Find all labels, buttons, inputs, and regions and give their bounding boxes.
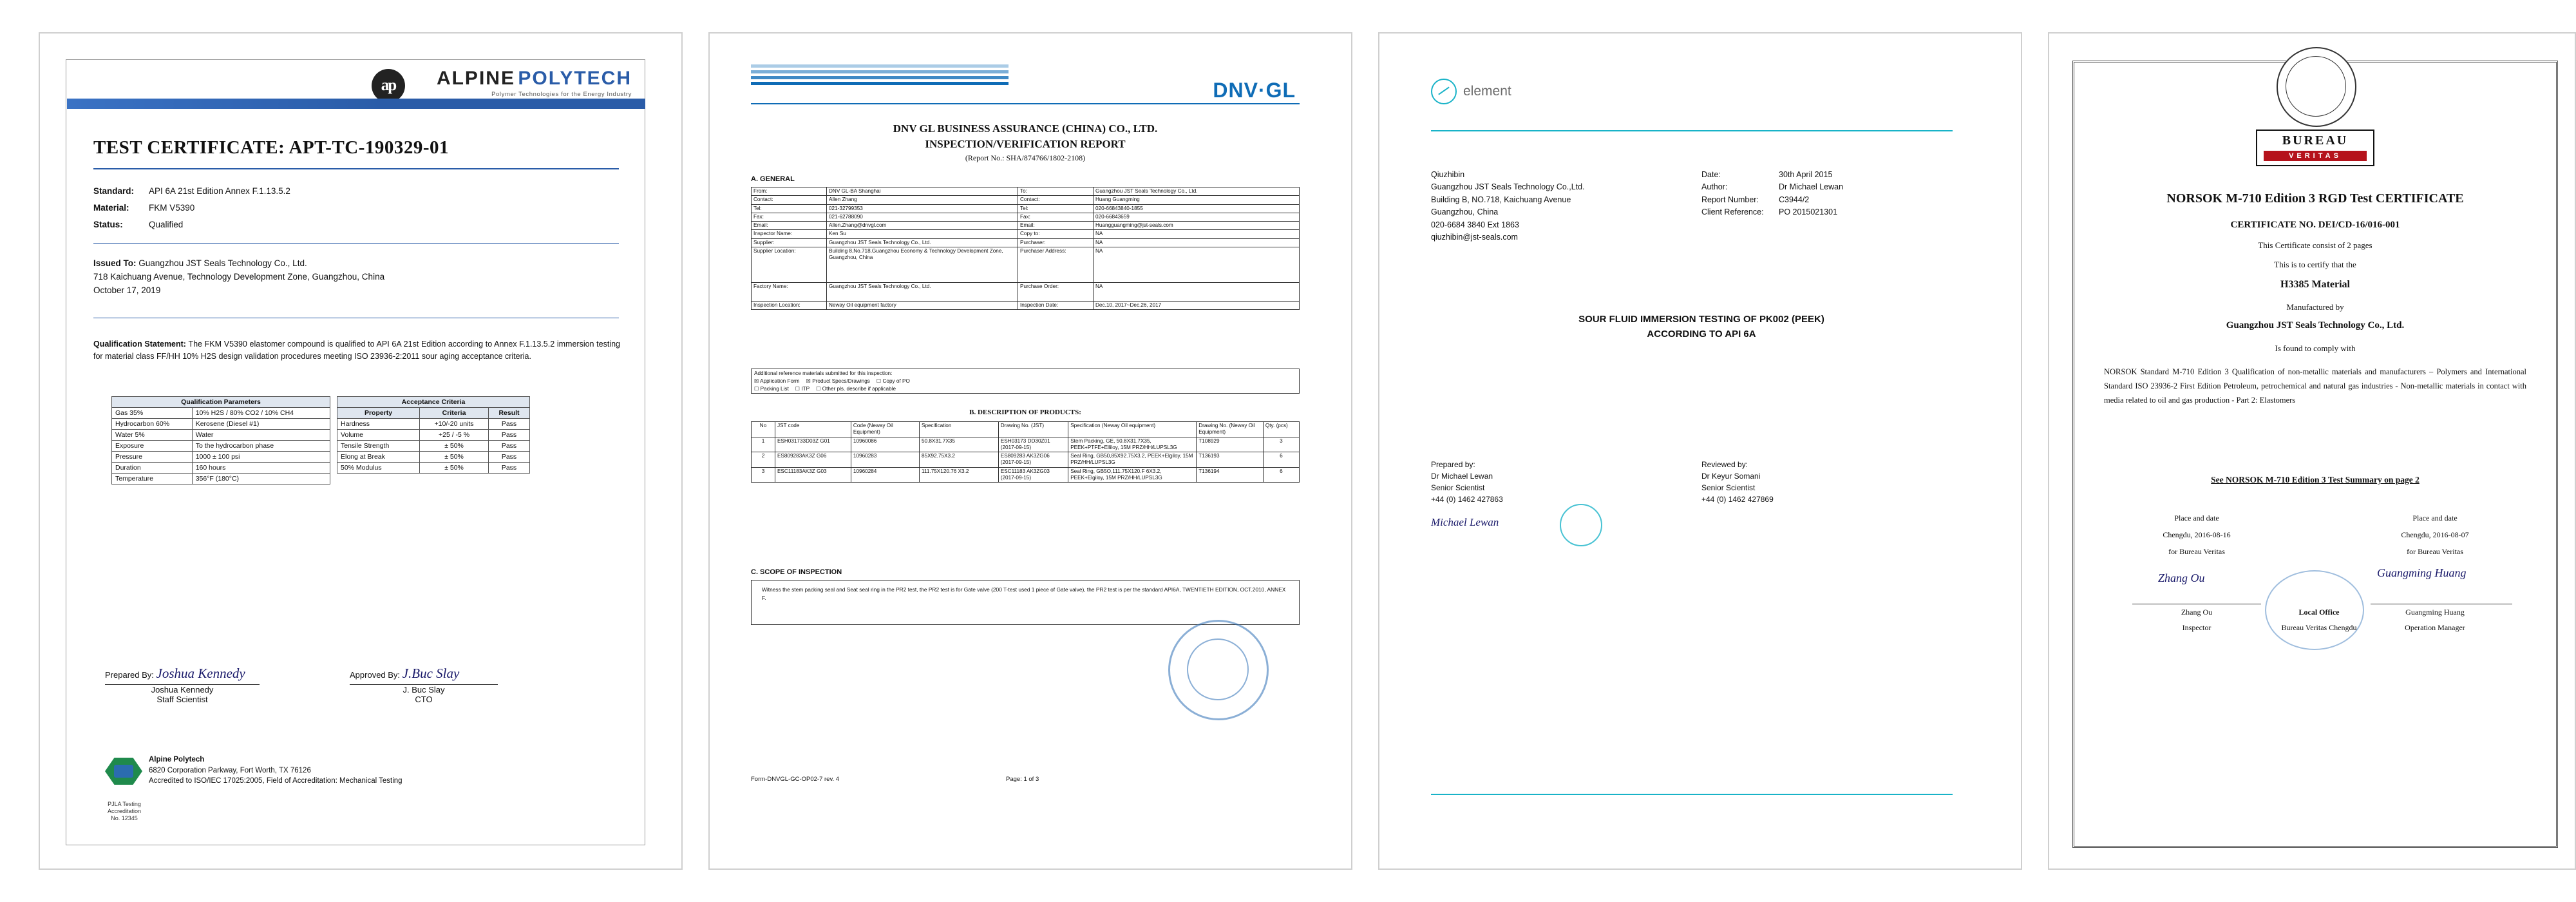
dnv-round-stamp [1168,620,1269,720]
qualification-parameters-table [111,396,330,485]
ac-prop: Hardness [337,419,420,430]
table-row: Factory Name: Guangzhou JST Seals Technology Co., Ltd. Purchase Order: NA [752,282,1300,301]
left-signer-role: Inspector [2182,623,2211,632]
document-bureau-veritas-certificate [2048,32,2576,870]
summary-page-link[interactable]: See NORSOK M-710 Edition 3 Test Summary on page 2 [2211,475,2420,485]
right-signer-role: Operation Manager [2405,623,2465,632]
doc2-footer-left: Form-DNVGL-GC-OP02-7 rev. 4 [751,776,840,783]
recipient-address-1: Building B, NO.718, Kaichuang Avenue [1431,195,1571,204]
doc3-title-line1: SOUR FLUID IMMERSION TESTING OF PK002 (PEEK) [1578,314,1824,325]
table-row: Supplier Location: Building 8,No.718,Guangzhou Economy & Technology Development Zone, Guangzhou, China Purchaser Address: NA [752,247,1300,282]
prepared-by-signature: Michael Lewan [1431,516,1499,528]
page-title: NORSOK M-710 Edition 3 RGD Test CERTIFICATE [2166,191,2464,206]
footer-company: Alpine Polytech [149,756,205,763]
prepared-by-label: Prepared by: [1431,460,1475,469]
field-material [93,203,194,213]
table-row [337,419,530,430]
meta-author-label: Author: [1701,182,1728,192]
table-row: Email: Allen.Zhang@dnvgl.com Email: Huangguangming@jst-seals.com [752,222,1300,230]
acceptance-criteria-table [337,396,530,474]
issued-to-label: Issued To: [93,258,137,268]
field-status-label: Status: [93,220,123,229]
manufactured-by-label: Manufactured by [2286,302,2344,312]
products-table: No JST code Code (Neway Oil Equipment) Specification Drawing No. (JST) Specification (Neway Oil equipment) Drawing No. (Neway Oil Equipment) Qty. (pcs) 1 ESH031733D03Z G01 10960086 50.8X31.7X35 ESH03173 DD30Z01 (2017-09-15) Stem Packing, GE, 50.8X31.7X35, PEEK+PTFE+Elliloy, 15M PRZ/HH/LUPSL3G T108929 3 2 ES809283AK3Z G06 10960283 85X92.75X3.2 ES809283 AK3ZG06 (2017-09-15) Seal Ring, GB50,85X92.75X3.2, PEEK+Elgiloy, 15M PRZ/HH/LUPSL3G T136193 6 3 ESC11183AK3Z G03 10960284 111.75X120.76 X3.2 ESC11183 AK3ZG03 (2017-09-15) Seal Ring, GB5O,111.75X120.F 6X3.2, PEEK+Elgiloy, 15M PRZ/HH/LUPSL3G T136194 6 [751,421,1300,483]
checkbox-other[interactable]: ☐ Other pls. describe if applicable [816,386,896,392]
qp-key: Exposure [112,441,193,452]
checkbox-application-form[interactable]: ☒ Application Form [754,378,800,384]
meta-date-label: Date: [1701,170,1721,179]
ac-res: Pass [489,441,530,452]
table-row [112,408,330,419]
logo-word-alpine: ALPINE [436,68,515,89]
qp-key: Pressure [112,452,193,463]
compliance-body: NORSOK Standard M-710 Edition 3 Qualification of non-metallic materials and manufacturers – Polymers and International Standard ISO 23936-2 First Edition Petroleum, petrochemical and natural gas industries - Non-metallic materials in contact with media related to oil and gas production - Part 2: Elastomers [2104,367,2526,405]
issued-to-block [93,257,384,298]
title-rule [93,168,619,169]
page-title: TEST CERTIFICATE: APT-TC-190329-01 [93,137,450,158]
element-logo [1431,79,1511,104]
ac-crit: +25 / -5 % [420,430,489,441]
element-round-stamp [1560,504,1602,546]
checkbox-itp[interactable]: ☐ ITP [795,386,810,392]
recipient-name: Qiuzhibin [1431,170,1465,179]
table-row: Tel: 021-32799353 Tel: 020-66843840-1855 [752,204,1300,213]
document-element-report [1378,32,2022,870]
doc3-page [1412,59,1991,852]
qualification-statement [93,338,620,363]
recipient-phone: 020-6684 3840 Ext 1863 [1431,220,1519,229]
doc4-frame [2072,61,2558,848]
meta-client-ref-value: PO 2015021301 [1779,207,1838,217]
doc2-title-line2: INSPECTION/VERIFICATION REPORT [925,138,1126,150]
qp-val: 356°F (180°C) [192,474,330,485]
doc2-footer-page: Page: 1 of 3 [1006,776,1039,783]
table-row [112,452,330,463]
certificate-number: CERTIFICATE NO. DEI/CD-16/016-001 [2230,220,2400,230]
qp-key: Gas 35% [112,408,193,419]
doc3-rule-bottom [1431,794,1953,795]
ac-header: Acceptance Criteria [337,397,530,408]
qp-val: 10% H2S / 80% CO2 / 10% CH4 [192,408,330,419]
prepared-by-role: Staff Scientist [156,695,208,704]
table-row: Contact: Allen Zhang Contact: Huang Guangming [752,196,1300,204]
prepared-by-role: Senior Scientist [1431,483,1485,492]
alpine-polytech-logo [437,68,632,98]
prepared-by-tel: +44 (0) 1462 427863 [1431,495,1503,504]
document-dnv-gl-report [708,32,1352,870]
table-row [337,463,530,474]
qp-val: 1000 ± 100 psi [192,452,330,463]
logo-word-polytech: POLYTECH [518,68,632,89]
left-signer-name: Zhang Ou [2181,608,2213,617]
prepared-by-name: Dr Michael Lewan [1431,472,1493,481]
material-name: H3385 Material [2280,279,2350,290]
left-signature: Zhang Ou [2158,571,2205,584]
qp-header: Qualification Parameters [112,397,330,408]
issued-to-line3: October 17, 2019 [93,285,161,295]
prepared-by-signature: Joshua Kennedy [156,666,245,681]
left-place-label: Place and date [2174,513,2219,523]
footer-address-2: Accredited to ISO/IEC 17025:2005, Field of Accreditation: Mechanical Testing [149,777,402,785]
prepared-by-block [1431,459,1503,531]
ac-col: Property [337,408,420,419]
dnv-bars-decoration [751,64,1009,91]
bv-seal-icon [2277,47,2356,127]
meta-author-value: Dr Michael Lewan [1779,182,1844,192]
element-wordmark: element [1463,84,1511,99]
reviewed-by-role: Senior Scientist [1701,483,1756,492]
dnv-gl-logo: DNV·GL [1213,79,1296,102]
approved-by-role: CTO [415,695,433,704]
prepared-by-block [105,666,260,704]
prepared-by-label: Prepared By: [105,670,154,680]
table-row: Fax: 021-62788090 Fax: 020-66843659 [752,213,1300,221]
bureau-veritas-seal [2277,47,2354,124]
meta-client-ref-label: Client Reference: [1701,207,1764,217]
qp-key: Temperature [112,474,193,485]
reviewed-by-block [1701,459,1774,505]
ac-res: Pass [489,452,530,463]
qp-key: Water 5% [112,430,193,441]
table-row [112,474,330,485]
hexagon-logo-icon [105,753,142,790]
table-row [112,419,330,430]
doc1-page [66,59,645,845]
checkbox-product-specs[interactable]: ☒ Product Specs/Drawings [806,378,870,384]
certify-line: This is to certify that the [2274,260,2356,269]
ac-crit: +10/-20 units [420,419,489,430]
approved-by-name: J. Buc Slay [402,685,445,695]
accreditation-seal-text: PJLA Testing Accreditation No. 12345 [107,801,142,821]
doc3-rule-top [1431,130,1953,131]
local-office-label: Local Office [2298,608,2340,617]
approved-by-label: Approved By: [350,670,401,680]
table-row [112,430,330,441]
left-for-bureau: for Bureau Veritas [2168,547,2225,556]
ac-res: Pass [489,463,530,474]
ac-col: Result [489,408,530,419]
doc2-title-line1: DNV GL BUSINESS ASSURANCE (CHINA) CO., LTD. [893,122,1158,135]
qp-val: Water [192,430,330,441]
meta-report-number-value: C3944/2 [1779,195,1810,204]
qp-val: 160 hours [192,463,330,474]
issued-to-line1: Guangzhou JST Seals Technology Co., Ltd. [138,258,307,268]
header-blue-bar [67,99,645,109]
table-row [337,452,530,463]
approved-by-block [350,666,498,704]
field-status-value: Qualified [149,220,184,229]
document-alpine-polytech [39,32,683,870]
ac-res: Pass [489,430,530,441]
table-row [112,463,330,474]
bv-logo-line2: VERITAS [2264,151,2367,161]
recipient-company: Guangzhou JST Seals Technology Co.,Ltd. [1431,182,1585,192]
ac-crit: ± 50% [420,463,489,474]
reviewed-by-tel: +44 (0) 1462 427869 [1701,495,1774,504]
field-material-label: Material: [93,203,129,213]
approved-by-signature: J.Buc Slay [402,666,460,681]
recipient-address-2: Guangzhou, China [1431,207,1499,217]
right-for-bureau: for Bureau Veritas [2407,547,2463,556]
table-row: 2 ES809283AK3Z G06 10960283 85X92.75X3.2 ES809283 AK3ZG06 (2017-09-15) Seal Ring, GB50,85X92.75X3.2, PEEK+Elgiloy, 15M PRZ/HH/LUPSL3G T136193 6 [752,452,1300,468]
ap-monogram-icon: ap [372,69,405,102]
issued-to-line2: 718 Kaichuang Avenue, Technology Development Zone, Guangzhou, China [93,271,385,282]
rule-1 [93,243,619,244]
compliance-label: Is found to comply with [2275,343,2356,353]
element-mark-icon [1431,79,1457,104]
qp-key: Duration [112,463,193,474]
table-row [112,441,330,452]
doc2-page [735,53,1315,852]
qp-val: Kerosene (Diesel #1) [192,419,330,430]
table-row [337,441,530,452]
field-standard-label: Standard: [93,186,135,196]
doc2-report-no: (Report No.: SHA/874766/1802-2108) [965,153,1086,162]
checkbox-copy-of-po[interactable]: ☐ Copy of PO [876,378,910,384]
ac-crit: ± 50% [420,441,489,452]
right-place-date: Chengdu, 2016-08-07 [2401,530,2469,539]
ac-crit: ± 50% [420,452,489,463]
general-table [751,187,1300,310]
footer-address-1: 6820 Corporation Parkway, Fort Worth, TX 76126 [149,766,311,774]
qp-val: To the hydrocarbon phase [192,441,330,452]
field-material-value: FKM V5390 [149,203,195,213]
scope-of-inspection-text: Witness the stem packing seal and Seat seal ring in the PR2 test, the PR2 test is for Gate valve (200 T-test used 1 piece of Gate valve), the PR2 test is per the standard API6A, TWENTIETH EDITION, OCT.2010, ANNEX F. [751,580,1300,625]
section-b-heading: B. DESCRIPTION OF PRODUCTS: [969,408,1081,416]
ac-prop: 50% Modulus [337,463,420,474]
field-standard-value: API 6A 21st Edition Annex F.1.13.5.2 [149,186,290,196]
ac-prop: Volume [337,430,420,441]
footer-address [149,754,402,787]
ac-prop: Tensile Strength [337,441,420,452]
right-signature: Guangming Huang [2377,566,2467,579]
qualification-text: The FKM V5390 elastomer compound is qualified to API 6A 21st Edition according to Annex F.1.13.5.2 immersion testing for material class FF/HH 10% H2S design validation procedures meeting ISO 23936-2:2011 sour aging acceptance criteria. [93,340,621,361]
reference-note: Additional reference materials submitted for this inspection: [754,370,893,376]
right-place-label: Place and date [2412,513,2458,523]
bureau-veritas-logo [2256,130,2374,166]
checkbox-packing-list[interactable]: ☐ Packing List [754,386,789,392]
bv-logo-line1: BUREAU [2282,133,2349,148]
reviewed-by-label: Reviewed by: [1701,460,1748,469]
ac-col: Criteria [420,408,489,419]
certificate-pages: This Certificate consist of 2 pages [2258,240,2372,250]
report-meta-block [1701,169,1843,219]
logo-tagline: Polymer Technologies for the Energy Industry [491,91,632,98]
prepared-by-name: Joshua Kennedy [151,685,214,695]
left-place-date: Chengdu, 2016-08-16 [2163,530,2231,539]
manufacturer-name: Guangzhou JST Seals Technology Co., Ltd. [2226,320,2405,331]
qualification-label: Qualification Statement: [93,340,186,349]
footer-logo [105,753,142,790]
meta-report-number-label: Report Number: [1701,195,1759,204]
section-c-heading: C. SCOPE OF INSPECTION [751,568,842,576]
table-row: From: DNV GL-BA Shanghai To: Guangzhou JST Seals Technology Co., Ltd. [752,187,1300,196]
ac-prop: Elong at Break [337,452,420,463]
table-row: Inspection Location: Neway Oil equipment factory Inspection Date: Dec.10, 2017~Dec.26, 2017 [752,301,1300,309]
table-row: Supplier: Guangzhou JST Seals Technology Co., Ltd. Purchaser: NA [752,238,1300,247]
table-row: Inspector Name: Ken Su Copy to: NA [752,230,1300,238]
table-row: 1 ESH031733D03Z G01 10960086 50.8X31.7X35 ESH03173 DD30Z01 (2017-09-15) Stem Packing, GE, 50.8X31.7X35, PEEK+PTFE+Elliloy, 15M PRZ/HH/LUPSL3G T108929 3 [752,437,1300,452]
ac-res: Pass [489,419,530,430]
field-standard [93,186,290,196]
recipient-block [1431,169,1585,244]
table-row: 3 ESC11183AK3Z G03 10960284 111.75X120.76 X3.2 ESC11183 AK3ZG03 (2017-09-15) Seal Ring, GB5O,111.75X120.F 6X3.2, PEEK+Elgiloy, 15M PRZ/HH/LUPSL3G T136194 6 [752,467,1300,483]
reviewed-by-name: Dr Keyur Somani [1701,472,1761,481]
table-row [337,430,530,441]
doc3-title-line2: ACCORDING TO API 6A [1647,329,1756,340]
right-signer-name: Guangming Huang [2405,608,2465,617]
local-office-name: Bureau Veritas Chengdu [2281,623,2357,632]
reference-materials-block [751,369,1300,394]
header-rule [751,103,1300,104]
field-status [93,220,183,229]
meta-date-value: 30th April 2015 [1779,170,1833,179]
qp-key: Hydrocarbon 60% [112,419,193,430]
section-a-heading: A. GENERAL [751,175,795,183]
recipient-email[interactable]: qiuzhibin@jst-seals.com [1431,232,1518,242]
